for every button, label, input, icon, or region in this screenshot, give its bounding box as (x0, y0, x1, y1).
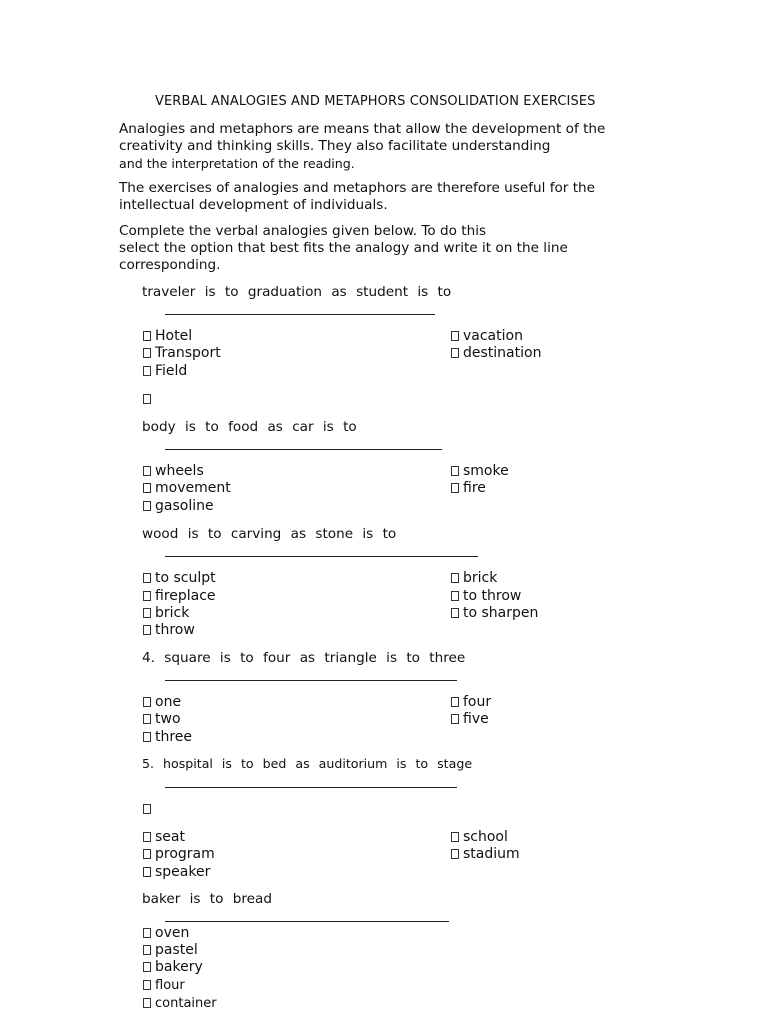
question-prompt: wood is to carving as stone is to (142, 526, 397, 542)
checkbox-icon (143, 714, 151, 724)
intro-line: Complete the verbal analogies given below. To do this (119, 223, 487, 239)
answer-line[interactable] (165, 314, 435, 315)
intro-line: and the interpretation of the reading. (119, 156, 355, 171)
checkbox-icon (451, 348, 459, 358)
checkbox-icon (143, 998, 151, 1008)
option[interactable] (143, 801, 155, 818)
question-prompt: traveler is to graduation as student is to (142, 284, 452, 300)
checkbox-icon (143, 697, 151, 707)
option[interactable]: container (143, 995, 217, 1012)
checkbox-icon (143, 591, 151, 601)
intro-paragraph-1 (119, 121, 605, 172)
answer-line[interactable] (165, 787, 457, 788)
option[interactable]: destination (451, 345, 541, 362)
option[interactable]: oven (143, 925, 189, 942)
checkbox-icon (143, 732, 151, 742)
checkbox-icon (451, 697, 459, 707)
checkbox-icon (451, 608, 459, 618)
option[interactable]: smoke (451, 463, 509, 480)
checkbox-icon (451, 466, 459, 476)
page-title: VERBAL ANALOGIES AND METAPHORS CONSOLIDATION EXERCISES (155, 94, 596, 109)
checkbox-icon (143, 573, 151, 583)
checkbox-icon (143, 849, 151, 859)
option[interactable]: fire (451, 480, 486, 497)
option[interactable]: to sharpen (451, 605, 538, 622)
option[interactable]: pastel (143, 942, 198, 959)
option[interactable]: movement (143, 480, 231, 497)
option[interactable]: speaker (143, 864, 210, 881)
question-prompt: 4. square is to four as triangle is to three (142, 650, 466, 666)
option[interactable]: seat (143, 829, 185, 846)
checkbox-icon (451, 849, 459, 859)
intro-line: select the option that best fits the analogy and write it on the line (119, 240, 568, 256)
checkbox-icon (451, 331, 459, 341)
option[interactable]: Hotel (143, 328, 192, 345)
checkbox-icon (451, 573, 459, 583)
option[interactable]: five (451, 711, 489, 728)
checkbox-icon (143, 832, 151, 842)
option[interactable]: Field (143, 363, 187, 380)
option[interactable]: school (451, 829, 508, 846)
intro-line: Analogies and metaphors are means that allow the development of the (119, 121, 606, 137)
option[interactable]: stadium (451, 846, 520, 863)
checkbox-icon (143, 348, 151, 358)
option[interactable]: one (143, 694, 181, 711)
question-prompt: body is to food as car is to (142, 419, 357, 435)
option[interactable]: wheels (143, 463, 204, 480)
checkbox-icon (451, 483, 459, 493)
option[interactable]: program (143, 846, 215, 863)
intro-paragraph-2 (119, 180, 595, 214)
option[interactable]: vacation (451, 328, 523, 345)
option[interactable]: bakery (143, 959, 203, 976)
option[interactable] (143, 391, 155, 408)
checkbox-icon (143, 501, 151, 511)
checkbox-icon (143, 366, 151, 376)
answer-line[interactable] (165, 449, 442, 450)
answer-line[interactable] (165, 921, 449, 922)
checkbox-icon (143, 394, 151, 404)
checkbox-icon (143, 331, 151, 341)
intro-line: intellectual development of individuals. (119, 197, 388, 213)
question-prompt: 5. hospital is to bed as auditorium is to stage (142, 756, 473, 771)
option[interactable]: gasoline (143, 498, 214, 515)
option[interactable]: to throw (451, 588, 521, 605)
checkbox-icon (451, 714, 459, 724)
answer-line[interactable] (165, 556, 478, 557)
option[interactable]: throw (143, 622, 195, 639)
checkbox-icon (451, 832, 459, 842)
option[interactable]: flour (143, 977, 185, 994)
option[interactable]: four (451, 694, 491, 711)
intro-line: The exercises of analogies and metaphors are therefore useful for the (119, 180, 596, 196)
option[interactable]: to sculpt (143, 570, 216, 587)
checkbox-icon (143, 945, 151, 955)
option[interactable]: three (143, 729, 192, 746)
checkbox-icon (143, 867, 151, 877)
checkbox-icon (143, 928, 151, 938)
intro-line: corresponding. (119, 257, 221, 273)
checkbox-icon (451, 591, 459, 601)
checkbox-icon (143, 483, 151, 493)
question-prompt: baker is to bread (142, 891, 273, 907)
option[interactable]: Transport (143, 345, 221, 362)
option[interactable]: fireplace (143, 588, 216, 605)
answer-line[interactable] (165, 680, 457, 681)
checkbox-icon (143, 804, 151, 814)
intro-line: creativity and thinking skills. They also facilitate understanding (119, 138, 551, 154)
checkbox-icon (143, 625, 151, 635)
checkbox-icon (143, 466, 151, 476)
checkbox-icon (143, 962, 151, 972)
option[interactable]: brick (451, 570, 497, 587)
checkbox-icon (143, 980, 151, 990)
checkbox-icon (143, 608, 151, 618)
option[interactable]: brick (143, 605, 189, 622)
option[interactable]: two (143, 711, 181, 728)
intro-paragraph-3 (119, 223, 568, 274)
